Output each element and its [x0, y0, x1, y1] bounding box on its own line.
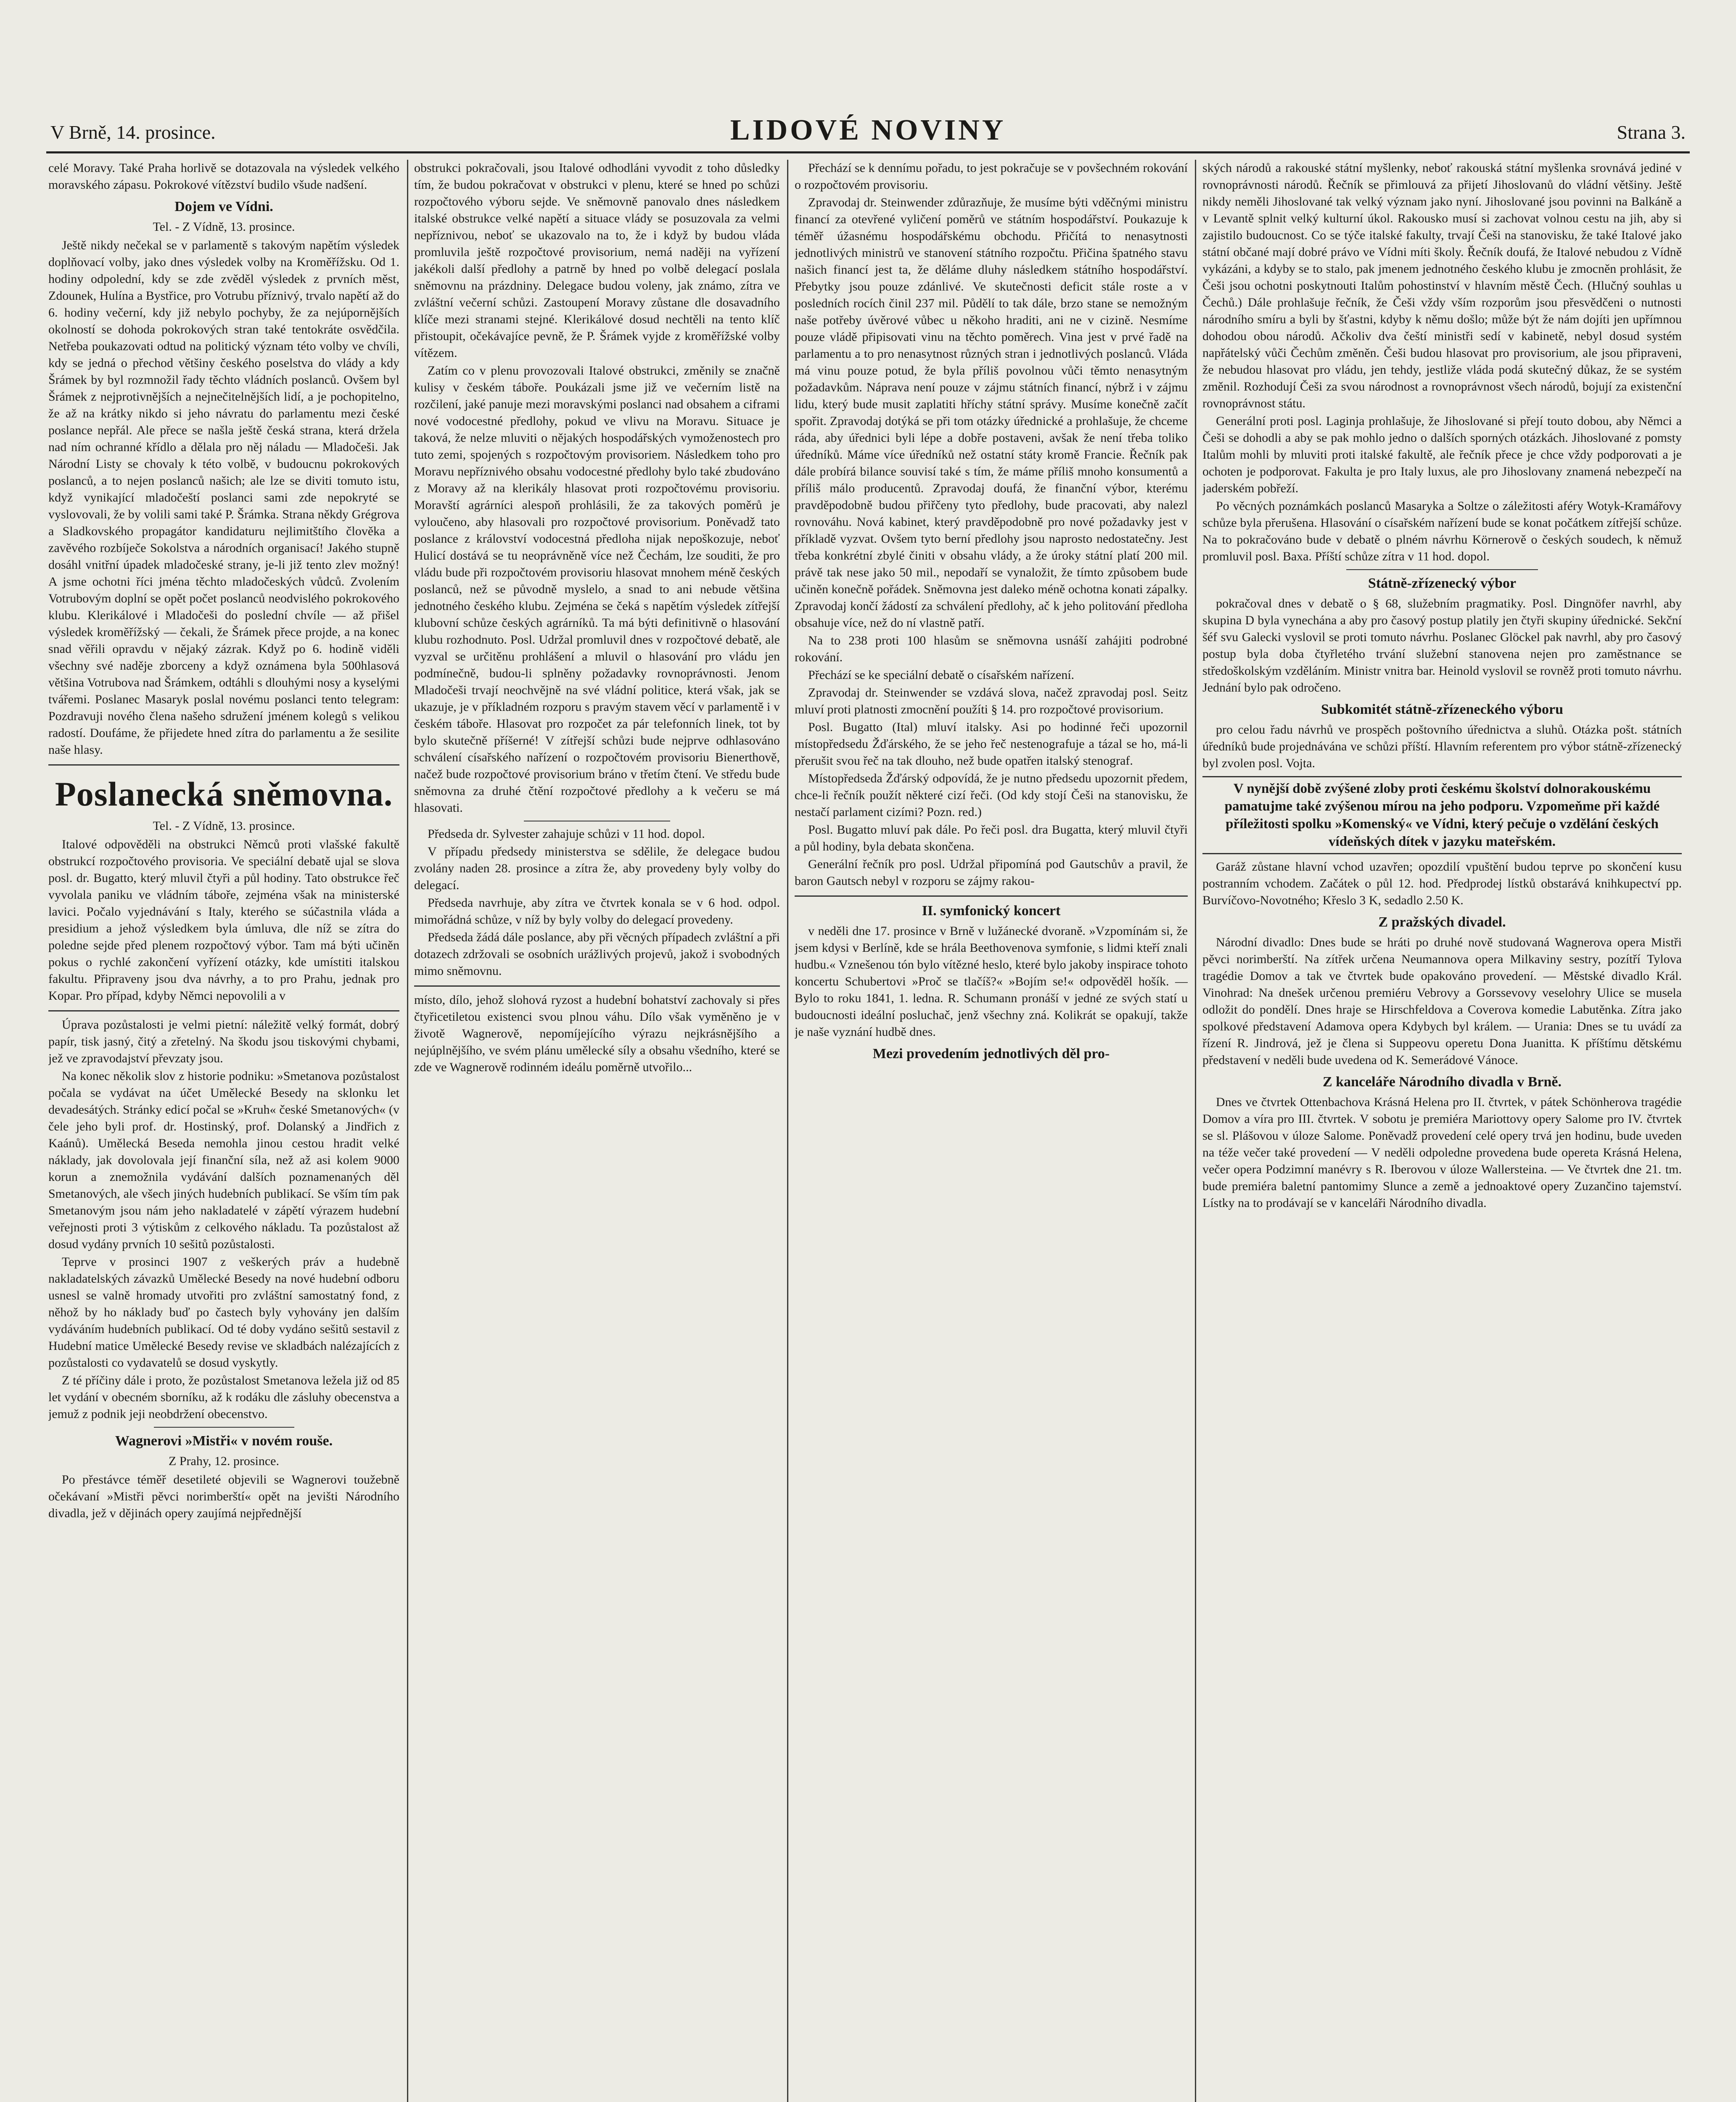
short-separator — [154, 1427, 294, 1428]
page-number: Strana 3. — [1617, 121, 1686, 143]
article-text: Úprava pozůstalosti je velmi pietní: náležitě velký formát, dobrý papír, tisk jasný, čitý a zřetelný. Na škodu jsou tiskovými chybami, jež ve zpravodajství převzaty jsou. — [48, 1018, 399, 1065]
section-heading: Státně-zřízenecký výbor — [1368, 576, 1517, 591]
section-heading: Z pražských divadel. — [1378, 914, 1506, 930]
article-text: Dnes ve čtvrtek Ottenbachova Krásná Helena pro II. čtvrtek, v pátek Schönherova tragédie Domov a víra pro III. čtvrtek. V sobotu je premiéra Mariottovy opery Salome pro IV. čtvrtek se sl. Plášovou v úloze Salome. Poněvadž provedení celé opery trvá jen hodinu, bude uveden na téže večer také provedení — V neděli odpoledne provedena bude opereta Krásná Helena, večer opera Podzimní manévry s R. Iberovou v úloze Wallersteina. — Ve čtvrtek dne 21. tm. bude premiéra baletní pantomimy Slunce a země a jednoaktové opery Zuzančino tajemství. Lístky na to prodávají se v kanceláři Národního divadla. — [1202, 1095, 1682, 1210]
dateline: Tel. - Z Vídně, 13. prosince. — [153, 819, 295, 833]
article-text: Na konec několik slov z historie podniku: »Smetanova pozůstalost počala se vydávat na účet Umělecké Besedy na sklonku let devadesátých. Stránky edicí počal se »Kruh« české Smetanových« (v čele jeho byli prof. dr. Hostinský, prof. Dolanský a Jindřich z Kaánů). Umělecká Beseda nemohla jinou cestou hradit velké náklady, jak dovolovala její finanční síla, než až asi kolem 9000 korun a znemožnila vydávání dalších poznamenaných děl Smetanových, ale všech jiných hudebních publikací. Se vším tím pak Smetanovým jsou nám jeho nakladatelé v zápětí výrazem hudební veřejnosti proti 3 výtiskům z celkového nákladu. Ta pozůstalost až dosud vydány prvních 10 sešitů pozůstalosti. — [48, 1069, 399, 1251]
article-text: Teprve v prosinci 1907 z veškerých práv a hudebně nakladatelských závazků Umělecké Besedy na nové hudební odboru usnesl se valně hromady utvořiti pro zvláštní samostatný fond, z něhož by ho náklady buď po častech byly vyhovány jen dalším vydáváním hudebních publikací. Od té doby vydáno sešitů sestavil z Hudební matice Umělecké Besedy revise ve skladbách nalézajících z pozůstalosti co vydavatelů se dosud vyskytly. — [48, 1255, 399, 1370]
column-2 — [414, 160, 780, 2102]
notice-box: V nynější době zvýšené zloby proti českému školství dolnorakouskému pamatujme také zvýšenou mírou na jeho podporu. Vzpomeňme při každé příležitosti spolku »Komenský« ve Vídni, který pečuje o vzdělání českých vídeňských dítek v jazyku mateřském. — [1202, 776, 1682, 854]
column-divider — [407, 160, 408, 2102]
section-heading: Mezi provedením jednotlivých děl pro- — [872, 1046, 1110, 1062]
column-1 — [48, 160, 399, 2102]
section-heading: II. symfonický koncert — [922, 903, 1061, 919]
article-text: Z té příčiny dále i proto, že pozůstalost Smetanova ležela již od 85 let vydání v obecném sborníku, až k rodáku dle zásluhy obecenstva a jemuž z podnik jeji neobdržení obecenstvo. — [48, 1373, 399, 1421]
article-text: Generální proti posl. Laginja prohlašuje, že Jihoslované si přejí touto dobou, aby Němci a Češi se dohodli a aby se pak mohlo jedno o dalších sporných otázkách. Jihoslované z pomsty Italům mohli by mluviti proti italské fakultě, ale řečník přece je chce vždy podporovati a je ochoten je podporovat. Fakulta je pro Italy luxus, ale pro Jihoslovany znamená nebezpečí na jaderském pobřeží. — [1202, 414, 1682, 495]
article-text: Po přestávce téměř desetileté objevili se Wagnerovi toužebně očekávaní »Mistři pěvci norimberští« opět na jevišti Národního divadla, jež v dějinách opery zaujímá nejpřednější — [48, 1473, 399, 1520]
article-text: Zpravodaj dr. Steinwender zdůrazňuje, že musíme býti vděčnými ministru financí za otevřené vyličení poměrů ve státním hospodářství. Poukazuje k téměř úžasnému hospodářskému obchodu. Přičítá to nenasytnosti jednotlivých ministrů ve stanovení státního rozpočtu. Přičina špatného stavu našich financí jest ta, že děláme dluhy následkem státního hospodářství. Přebytky jsou pouze zdánlivé. Ve skutečnosti deficit stále roste a v posledních rocích činil 237 mil. Půdělí to tak dále, brzo stane se nemožným naše potřeby úvěrové vůbec u někoho hraditi, ani ne v cizině. Nesmíme pouze vládě připisovati vinu na těchto poměrech. Vina jest v prvé řadě na parlamentu a to pro nenasytnost různých stran i jednotlivých poslanců. Vláda má vinu pouze potud, že byla příliš povolnou vůči těmto nenasytným požadavkům. Náprava není pouze v zájmu státních financí, nýbrž i v zájmu lidu, který bude musit zaplatiti hříchy státní správy. Musíme konečně začít spořit. Zpravodaj dotýká se při tom otázky úřednické a prohlašuje, že chceme ráda, aby úřednici byli lépe a dobře postaveni, avšak že není třeba toliko úředníků. Máme více úředníků než ostatní státy kromě Francie. Řečník pak dále probírá bilance souvisí také s tím, že máme příliš mnoho konsumentů a příliš málo producentů. Zpravodaj doufá, že finanční výbor, kterému pravděpodobně budou přiřčeny tyto předlohy, bude pracovati, aby nalezl rovnováhu. Nová kabinet, který pravděpodobně pro nové požadavky jest v příkladě vyzvat. Ovšem tyto berní předlohy jsou naprosto nedostatečny. Jest třeba konkrétní zbylé činiti v obsahu vlády, a že úroky státní platí 200 mil. právě tak nese jako 50 mil., nepodaří se vynaložit, že tímto způsobem bude učiněn konečně pořádek. Sněmovna jest daleko méně ochotna konati zápalky. Zpravodaj končí žádostí za schválení předlohy, ač k jeho politování předloha obsahuje více, než do ní vlastně patří. — [795, 195, 1188, 630]
article-text: Předseda žádá dále poslance, aby při věcných případech zvláštní a při dotazech zdržovali se osobních urážlivých projevů, jakož i svobodných mimo sněmovnu. — [414, 930, 780, 978]
article-text: Po věcných poznámkách poslanců Masaryka a Soltze o záležitosti aféry Wotyk-Kramářovy schůze byla přerušena. Hlasování o císařském nařízení bude se konat počátkem zítřejší schůze. Na to pokračováno bude v debatě o plném návrhu Körnerově o českých soudech, k němuž promluvil posl. Baxa. Příští schůze zítra v 11 hod. dopol. — [1202, 499, 1682, 563]
article-text: Posl. Bugatto (Ital) mluví italsky. Asi po hodinné řeči upozornil místopředsedu Žďárského, že se jeho řeč nestenografuje a tázal se ho, má-li přerušit svou řeč na tak dlouho, než bude opatřen italský stenograf. — [795, 720, 1188, 768]
article-text: Přechází se ke speciální debatě o císařském nařízení. — [808, 668, 1075, 682]
article-text: místo, dílo, jehož slohová ryzost a hudební bohatství zachovaly si přes čtyřicetiletou existenci svou plnou váhu. Dílo však vyměněno je v životě Wagnerově, nepomíjejícího výrazu nejkrásnějšího a nejúplnějšího, ve svém plánu umělecké síly a obsahu všedního, které se zde ve Wagnerově rodinném ideálu poměrně utvořilo... — [414, 993, 780, 1074]
short-separator — [1346, 569, 1538, 570]
article-text: Předseda navrhuje, aby zítra ve čtvrtek konala se v 6 hod. odpol. mimořádná schůze, v níž by byly volby do delegací provedeny. — [414, 896, 780, 927]
feuilleton-separator — [48, 1010, 399, 1011]
article-text: v neděli dne 17. prosince v Brně v lužánecké dvoraně. »Vzpomínám si, že jsem kdysi v Berlíně, kde se hrála Beethovenova symfonie, s lidmi kteří znali hudbu.« Vznešenou tón bylo vítězné heslo, které bylo jakoby inspirace tohoto koncertu Schubertovi »Proč se tlačíš?« »Bojím se!« odpověděl hošík. — Bylo to roku 1841, 1. ledna. R. Schumann pronáší v jedné ze svých statí u budoucnosti ideální posluchač, jenž všechny zná. Kolikrát se opakují, takže je naše vyznání hudbě dnes. — [795, 924, 1188, 1039]
dateline: Z Prahy, 12. prosince. — [169, 1454, 279, 1468]
article-text: Zatím co v plenu provozovali Italové obstrukci, změnily se značně kulisy v českém táboře. Poukázali jsme již ve večerním listě na rozčilení, jaké panuje mezi moravskými poslanci nad obsahem a ciframi nové vodocestné předlohy, pokud ve vlivu na Moravu. Situace je taková, že nelze mluviti o nějakých hospodářských vymoženostech pro tuto zemi, spojených s rozpočtovým provisoriem. Následkem toho pro Moravu nepříznivého obsahu vodocestné předlohy bylo také zbudováno z Moravy až na klerikály hlasovat proti rozpočtovému provisoriu. Moravští agrárníci alespoň prohlásili, že za takových poměrů je vyloučeno, aby hlasovali pro rozpočtové provisorium. Poněvadž tato poslance z království vodocestná předloha nijak nepoškozuje, neboť Hulicí dostává se tu neoprávněně více než Čechám, lze souditi, že pro vládu bude při rozpočtovém provisoriu hlasovat mnohem méně českých poslanců, než se původně myslelo, a snad to ani nebude většina jednotného českého klubu. Zejména se čeká s napětím výsledek zítřejší klubovní schůze českých agrárníků. Ta má býti definitivně o hlasování klubu rozhodnuto. Posl. Udržal promluvil dnes v rozpočtové debatě, ale vyzval se určitěnu prohlášení a mluvil o hlasování pro vládu jen podmínečně, budou-li splněny požadavky rovnoprávnosti. Jenom Mladočeši trvají neochvějně na své vládní politice, která však, jak se ukazuje, je v příkladném rozporu s pravým stavem věcí v parlamentě i v českém táboře. Hlasovat pro rozpočet za pár telefonních linek, tot by bylo skutečně příšerné! V zítřejší schůzi bude nejprve odhlasováno schválení císařského nařízení o rozpočtovém provisoriu Bienerthově, načež bude rozpočtové provisorium bráno v třetím čtení. Ve středu bude sněmovna za druhé čtění rozpočtové předlohy a k večeru se má hlasovati. — [414, 364, 780, 815]
section-separator — [48, 764, 399, 766]
section-heading: Z kanceláře Národního divadla v Brně. — [1323, 1074, 1562, 1090]
column-divider — [787, 160, 788, 2102]
column-3 — [795, 160, 1188, 2102]
masthead — [50, 114, 1686, 151]
feuilleton-separator — [414, 985, 780, 987]
article-text: celé Moravy. Také Praha horlivě se dotazovala na výsledek velkého moravského zápasu. Pokrokové vítězství budilo všude nadšení. — [48, 161, 399, 192]
article-text: Generální řečník pro posl. Udržal připomíná pod Gautschův a pravil, že baron Gautsch nebyl v rozporu se zájmy rakou- — [795, 857, 1188, 888]
article-text: Předseda dr. Sylvester zahajuje schůzi v 11 hod. dopol. — [428, 827, 705, 841]
newspaper-title: LIDOVÉ NOVINY — [730, 114, 1006, 146]
article-text: Místopředseda Žďárský odpovídá, že je nutno předsedu upozornit předem, chce-li řečník použít některé cizí řeči. (Od kdy stojí Češi na stanovisku, že nestačí parlament cizími? Pozn. red.) — [795, 771, 1188, 819]
column-divider — [1195, 160, 1196, 2102]
column-4 — [1202, 160, 1682, 2102]
article-text: obstrukci pokračovali, jsou Italové odhodláni vyvodit z toho důsledky tím, že budou pokračovat v obstrukci v plenu, které se hned po schůzi rozpočtového výboru sejde. Ve sněmovně panovalo dnes následkem italské obstrukce velké napětí a situace vlády se posuzovala za velmi nepříznivou, neboť se ukazovalo na to, že i když by budou vláda promluvila ještě rozpočtové provisorium, nemá naději na vyřízení jakékoli další předlohy a patrně by hned po volbě delegací poslala sněmovnu na prázdniny. Delegace budou voleny, jak známo, zítra ve zvláštní večerní schůzi. Zastoupení Moravy zůstane dle dosavadního klíče mezi stranami stejné. Klerikálové dosud nechtěli na tento klíč přistoupit, očekávajíce pevně, že P. Šrámek vyjde z kroměřížské volby vítězem. — [414, 161, 780, 360]
header-rule — [46, 151, 1690, 153]
section-heading: Subkomitét státně-zřízeneckého výboru — [1321, 702, 1564, 717]
article-text: Italové odpověděli na obstrukci Němců proti vlašské fakultě obstrukcí rozpočtového provisoria. Ve speciální debatě ujal se slova posl. dr. Bugatto, který mluvil čtyři a půl hodiny. Tato obstrukce řeč vyvolala paniku ve vládním táboře, zejména však na ministerské lavici. Počalo vyjednávání s Italy, kterého se súčastnila vláda a presidium a jehož výsledkem byla úmluva, dle níž se zítra do poledne sejde před plenem rozpočtový výbor. Tam má býti učiněn pokus o rychlé zakončení vyřízení otázky, kde umístiti italskou fakultu. Připraveny jsou dva návrhy, a to pro Prahu, jednak pro Kopar. Pro případ, kdyby Němci nepovolili a v — [48, 837, 399, 1003]
section-heading-large: Poslanecká sněmovna. — [55, 775, 393, 813]
feuilleton-separator — [795, 895, 1188, 897]
article-text: pokračoval dnes v debatě o § 68, služebním pragmatiky. Posl. Dingnöfer navrhl, aby skupina D byla vynechána a aby pro časový postup platily jen čtyři skupiny úřednické. Sekční šéf svu Galecki vyslovil se proti tomuto návrhu. Poslanec Glöckel pak navrhl, aby pro časový postup byla doba čtyřletého trvání služební stanovena nejen pro zaměstnance se středoškolským vzděláním. Ministr vnitra bar. Heinold vyslovil se rovněž proti tomuto návrhu. Jednání bylo pak odročeno. — [1202, 597, 1682, 695]
article-text: Národní divadlo: Dnes bude se hráti po druhé nově studovaná Wagnerova opera Mistři pěvci norimberští. Na zítřek určena Neumannova opera Milkaviny sestry, pozítří Tylova tragédie Domov a tak ve čtvrtek bude opakováno provedení. — Městské divadlo Král. Vinohrad: Na dnešek určenou premiéru Vebrovy a Gorssevovy veselohry Ulice se musela odložit do pondělí. Dnes hraje se Hirschfeldova a Coverova komedie Labutěnka. Zítra jako spolkové představení Adamova opera Kdybych byl králem. — Urania: Dnes se tu uvádí za řízení R. Jindrová, jež je člena si Suppeovu operetu Dona Juanitta. K příštímu dětskému představení v neděli bude uvedena od K. Semerádové Vánoce. — [1202, 935, 1682, 1067]
dateline: Tel. - Z Vídně, 13. prosince. — [153, 220, 295, 234]
article-text: V případu předsedy ministerstva se sdělile, že delegace budou zvolány naden 28. prosince a zítra že, aby provedeny byly volby do delegací. — [414, 845, 780, 892]
article-text: Ještě nikdy nečekal se v parlamentě s takovým napětím výsledek doplňovací volby, jako dnes výsledek volby na Kroměřížsku. Od 1. hodiny odpolední, kdy se zde zvěděl výsledek z prvních měst, Zdounek, Hulína a Bystřice, pro Votrubu příznivý, trvalo napětí až do 6. hodiny večerní, kdy již nebylo pochyby, že za nejúpornějších okolností se dohoda pokrokových stran také tentokráte osvědčila. Netřeba poukazovati odtud na politický význam této volby ve chvíli, kdy se jedná o přechod většiny českého poselstva do vlády a kdy Šrámek by byl rozmnožil řady těchto vládních poslanců. Ovšem byl Šrámek z nejprotivnějších a nejnečitelnějších lidí, a je pochopitelno, že až na krátky nikdo si jeho návratu do parlamentu mezi české poslance nepřál. Ale přece se našla ještě česká strana, která držela nad ním ochranné křídlo a dělala pro něj náladu — Mladočeši. Jak Národní Listy se chovaly k této volbě, v budoucnu pokrokových poslanců, a to nejen poslanců našich; ale lze se diviti tomuto istu, když vynikající mladočeští poslanci sami zde nepokryté se vyslovovali, že by volili sami také P. Šrámka. Strana někdy Grégrova a Sladkovského propagátor kandidaturu nejlimitštího člověka a zavěvého rozbíječe Sokolstva a národních organisací! Jakého stupně dosáhl vnitřní úpadek mladočeské strany, je-li již tento zlev možný! A jsme ochotni říci jména těchto mladočeských vůdců. Zvolením Votrubovým doplní se opět počet poslanců neodvislého pokrokového klubu. Klerikálové i Mladočeši do poslední chvíle — až přišel výsledek kroměřížský — čekali, že Šrámek přece projde, a na konec snad věřili opravdu v nějaký zázrak. Když po 6. hodině viděli všechny své naděje zborceny a když oznámena byla 500hlasová většina Votrubova nad Šrámkem, odtáhli s dlouhými nosy a kyselými tvářemi. Poslanec Masaryk poslal novému poslanci tento telegram: Pozdravuji nového člena našeho sdružení jménem kolegů s velikou radostí. Doufáme, že přijedete hned zítra do parlamentu a že sesilite naše hlasy. — [48, 238, 399, 757]
article-text: Zpravodaj dr. Steinwender se vzdává slova, načež zpravodaj posl. Seitz mluví proti platnosti zmocnění použíti § 14. pro rozpočtové provisorium. — [795, 686, 1188, 716]
section-heading: Dojem ve Vídni. — [174, 199, 273, 214]
article-text: Přechází se k dennímu pořadu, to jest pokračuje se v povšechném rokování o rozpočtovém provisoriu. — [795, 161, 1188, 192]
article-text: ských národů a rakouské státní myšlenky, neboť rakouská státní myšlenka srovnává jediné v rovnoprávnosti národů. Řečník se přimlouvá za přijetí Jihoslovanů do vládní většiny. Ještě nikdy neměli Jihoslované tak velký význam jako nyní. Jihoslované jsou povinni na Balkáně a v Levantě splnit velký kulturní úkol. Rakousko musí si zachovat volnou cestu na jih, aby si zajistilo budoucnost. Co se týče italské fakulty, trvají Češi na stanovisku, že také Italové jako státní občané mají dobré právo ve Vídni míti školy. Řečník doufá, že Italové nebudou z Vídně vykázáni, a kdyby se to stalo, pak jmenem jednotného českého klubu je zmocněn prohlásit, že Češi jsou ochotni poskytnouti Italům pohostinství v hlavním městě Čech. (Hlučný souhlas u Čechů.) Dále prohlašuje řečník, že Češi vždy vším rozporům jsou přesvědčeni o nutnosti národního smíru a byli by šťastni, kdyby k němu došlo; může být že nám dojíti jen upřímnou dohodou obou národů. Ačkoliv dva čeští ministři sedí v kabinetě, nebyl dosud systém napřátelský vůči Čechům změněn. Češi budou hlasovat pro provisorium, ale jsou připraveni, že nebudou hlasovat pro vládu, jen tehdy, jestliže vláda podá skutečný důkaz, že se systém změnil. Rozhodují Češi za svou národnost a rovnoprávnost všech národů, bojují za existenční rovnoprávnost státu. — [1202, 161, 1682, 410]
header-dateline: V Brně, 14. prosince. — [50, 121, 216, 143]
article-text: pro celou řadu návrhů ve prospěch poštovního úřednictva a sluhů. Otázka pošt. státních úředníků bude projednávána ve schůzi příští. Hlavním referentem pro výbor státně-zřízenecký byl zvolen posl. Vojta. — [1202, 723, 1682, 770]
section-heading: Wagnerovi »Mistři« v novém rouše. — [115, 1433, 333, 1449]
article-text: Na to 238 proti 100 hlasům se sněmovna usnáší zahájiti podrobné rokování. — [795, 634, 1188, 664]
article-text: Garáž zůstane hlavní vchod uzavřen; opozdilí vpuštění budou teprve po skončení kusu postranním vchodem. Začátek o půl 12. hod. Předprodej lístků obstarává knihkupectví pp. Burvíčovo-Novotného; Křeslo 3 K, sedadlo 2.50 K. — [1202, 860, 1682, 907]
article-text: Posl. Bugatto mluví pak dále. Po řeči posl. dra Bugatta, který mluvil čtyři a půl hodiny, byla debata skončena. — [795, 823, 1188, 853]
